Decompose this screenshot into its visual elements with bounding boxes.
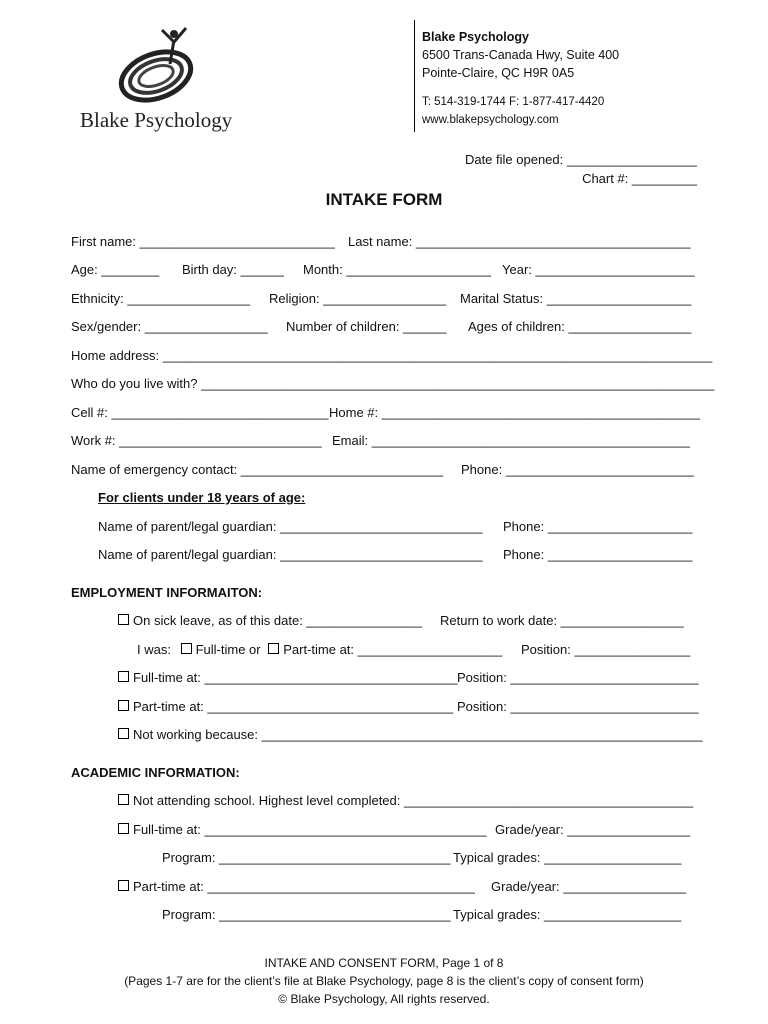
header-divider	[414, 20, 415, 132]
work-phone-field[interactable]: Work #: ____________________________	[71, 433, 322, 448]
emergency-phone-field[interactable]: Phone: __________________________	[461, 462, 694, 477]
checkbox-icon[interactable]	[118, 700, 129, 711]
grade-year-field-2[interactable]: Grade/year: _________________	[491, 879, 687, 894]
logo-swirl-icon	[116, 24, 206, 110]
logo-text: Blake Psychology	[80, 108, 233, 132]
employment-heading: EMPLOYMENT INFORMAITON:	[71, 585, 263, 600]
program-field-1[interactable]: Program: ________________________________	[162, 850, 451, 865]
ethnicity-field[interactable]: Ethnicity: _________________	[71, 291, 251, 306]
chart-number-field[interactable]: Chart #: _________	[582, 171, 697, 186]
age-field[interactable]: Age: ________	[71, 262, 160, 277]
checkbox-icon[interactable]	[118, 728, 129, 739]
date-file-opened-field[interactable]: Date file opened: __________________	[464, 152, 697, 167]
checkbox-icon[interactable]	[118, 880, 129, 891]
home-address-field[interactable]: Home address: ____________________________________________________________________________	[71, 348, 713, 363]
academic-full-time-option[interactable]: Full-time at: _______________________________________	[118, 822, 486, 837]
home-phone-field[interactable]: Home #: ____________________________________________	[329, 405, 700, 420]
position-field-3[interactable]: Position: __________________________	[457, 699, 699, 714]
address-block	[422, 28, 619, 129]
academic-heading: ACADEMIC INFORMATION:	[71, 765, 240, 780]
page-footer	[0, 954, 768, 1008]
birth-year-field[interactable]: Year: ______________________	[502, 262, 695, 277]
i-was-row: I was: Full-time or Part-time at: ____________________	[137, 642, 503, 657]
checkbox-icon[interactable]	[181, 643, 192, 654]
not-working-option[interactable]: Not working because: _____________________________________________________________	[118, 727, 703, 742]
grade-year-field-1[interactable]: Grade/year: _________________	[495, 822, 691, 837]
clinic-phones: T: 514-319-1744 F: 1-877-417-4420	[422, 96, 605, 108]
position-field-1[interactable]: Position: ________________	[521, 642, 691, 657]
birth-month-field[interactable]: Month: ____________________	[303, 262, 491, 277]
clinic-name: Blake Psychology	[422, 30, 529, 44]
checkbox-icon[interactable]	[118, 823, 129, 834]
ages-of-children-field[interactable]: Ages of children: _________________	[468, 319, 692, 334]
clinic-city: Pointe-Claire, QC H9R 0A5	[422, 66, 575, 80]
logo	[80, 24, 250, 134]
guardian-name-field-1[interactable]: Name of parent/legal guardian: ____________________________	[98, 519, 483, 534]
number-of-children-field[interactable]: Number of children: ______	[286, 319, 447, 334]
checkbox-icon[interactable]	[118, 614, 129, 625]
first-name-field[interactable]: First name: ___________________________	[71, 234, 335, 249]
page-title: INTAKE FORM	[325, 190, 443, 209]
part-time-at-option[interactable]: Part-time at: __________________________________	[118, 699, 453, 714]
cell-phone-field[interactable]: Cell #: ______________________________	[71, 405, 329, 420]
guardian-name-field-2[interactable]: Name of parent/legal guardian: ____________________________	[98, 547, 483, 562]
footer-note: (Pages 1-7 are for the client’s file at Blake Psychology, page 8 is the client’s copy of consent form)	[124, 974, 644, 988]
clinic-street: 6500 Trans-Canada Hwy, Suite 400	[422, 48, 620, 62]
live-with-field[interactable]: Who do you live with? _______________________________________________________________________	[71, 376, 715, 391]
last-name-field[interactable]: Last name: ______________________________________	[348, 234, 691, 249]
footer-page-info: INTAKE AND CONSENT FORM, Page 1 of 8	[264, 956, 504, 970]
emergency-contact-field[interactable]: Name of emergency contact: ____________________________	[71, 462, 444, 477]
guardian-phone-field-1[interactable]: Phone: ____________________	[503, 519, 693, 534]
checkbox-icon[interactable]	[118, 671, 129, 682]
minors-heading: For clients under 18 years of age:	[98, 490, 306, 505]
program-field-2[interactable]: Program: ________________________________	[162, 907, 451, 922]
sick-leave-option[interactable]: On sick leave, as of this date: ________________	[118, 613, 422, 628]
sex-gender-field[interactable]: Sex/gender: _________________	[71, 319, 268, 334]
checkbox-icon[interactable]	[268, 643, 279, 654]
guardian-phone-field-2[interactable]: Phone: ____________________	[503, 547, 693, 562]
typical-grades-field-2[interactable]: Typical grades: ___________________	[453, 907, 682, 922]
typical-grades-field-1[interactable]: Typical grades: ___________________	[453, 850, 682, 865]
birth-day-field[interactable]: Birth day: ______	[182, 262, 284, 277]
not-attending-option[interactable]: Not attending school. Highest level completed: ________________________________________	[118, 793, 693, 808]
position-field-2[interactable]: Position: __________________________	[457, 670, 699, 685]
clinic-website[interactable]: www.blakepsychology.com	[422, 114, 559, 126]
checkbox-icon[interactable]	[118, 794, 129, 805]
return-to-work-field[interactable]: Return to work date: _________________	[440, 613, 684, 628]
email-field[interactable]: Email: ____________________________________________	[332, 433, 690, 448]
marital-status-field[interactable]: Marital Status: ____________________	[460, 291, 692, 306]
religion-field[interactable]: Religion: _________________	[269, 291, 447, 306]
full-time-at-option[interactable]: Full-time at: ___________________________________	[118, 670, 458, 685]
academic-part-time-option[interactable]: Part-time at: _____________________________________	[118, 879, 475, 894]
footer-copyright: © Blake Psychology, All rights reserved.	[278, 992, 490, 1006]
